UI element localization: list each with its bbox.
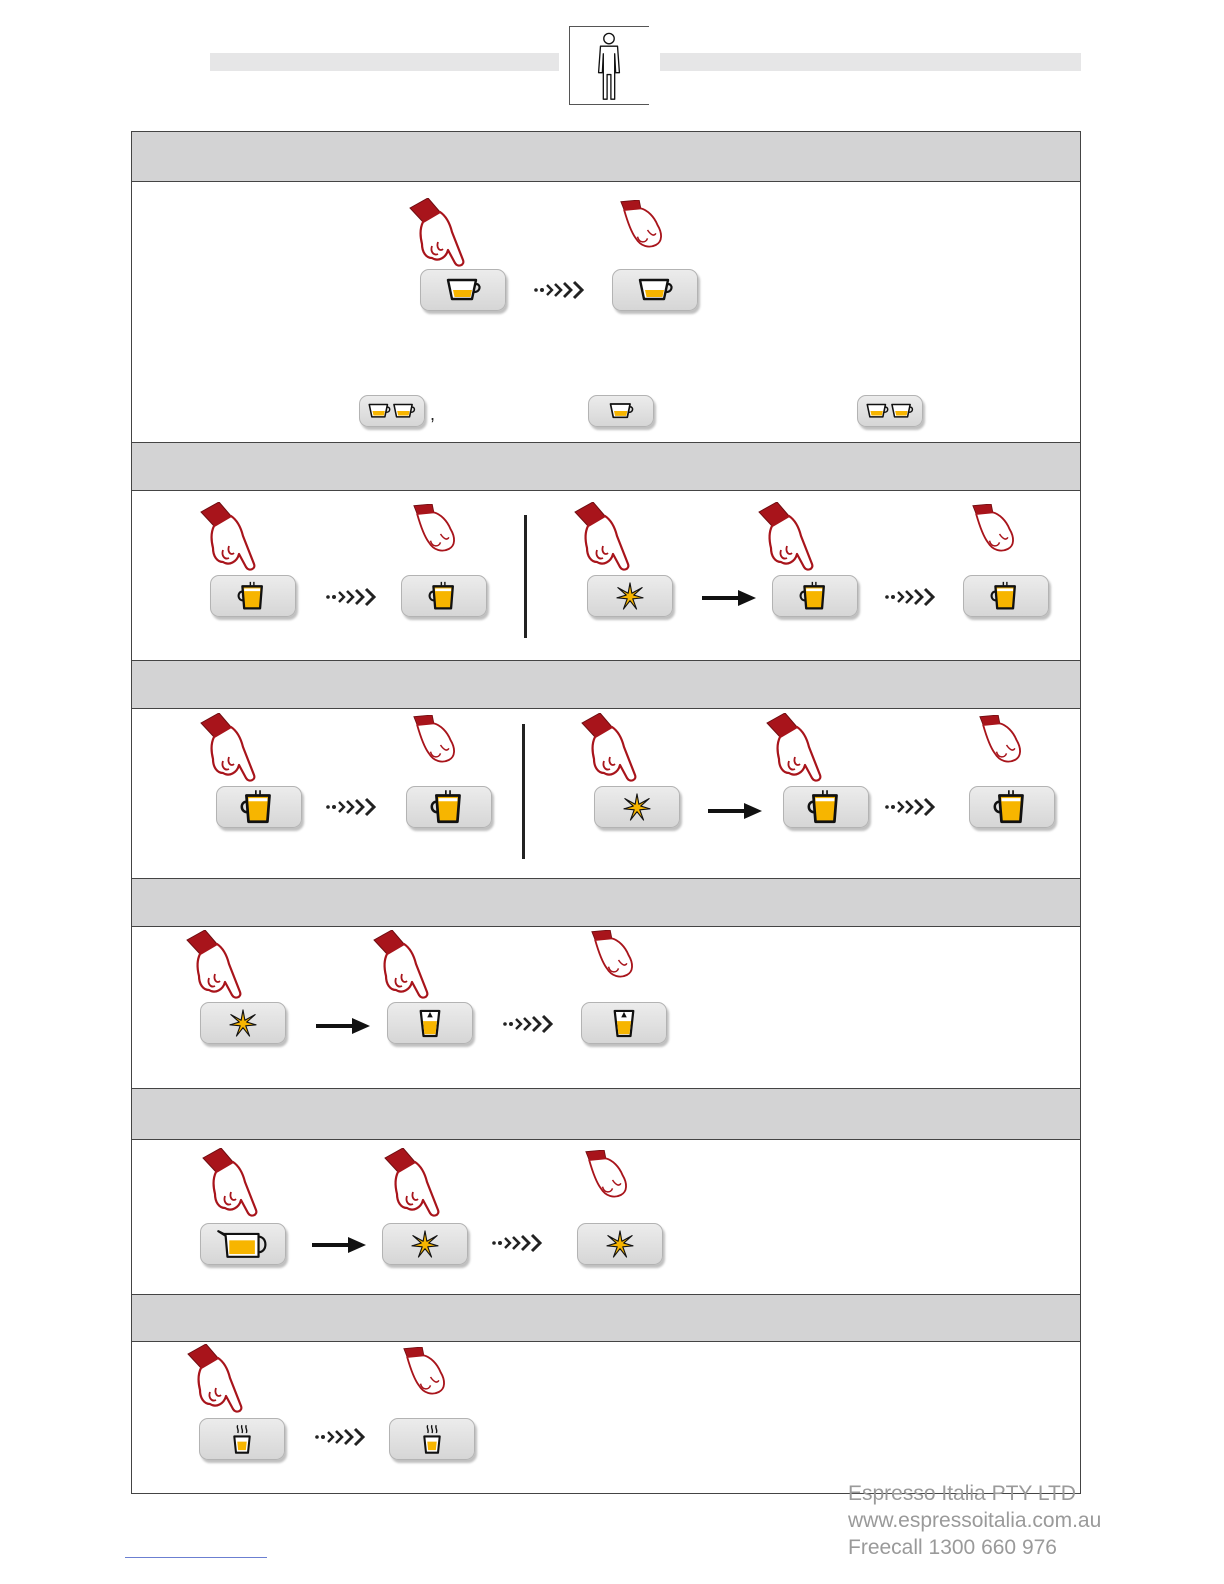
- milk-jug-button[interactable]: [200, 1223, 286, 1265]
- section-header-3: [132, 660, 1080, 709]
- large-cappuccino-button[interactable]: [783, 786, 869, 828]
- released-hand-icon: [407, 504, 469, 564]
- dotted-arrow-icon: [325, 587, 381, 607]
- released-hand-icon: [407, 715, 469, 775]
- latte-glass-icon: [611, 1007, 637, 1039]
- dotted-arrow-icon: [502, 1014, 558, 1034]
- large-cappuccino-button-released[interactable]: [406, 786, 492, 828]
- dotted-arrow-icon: [491, 1233, 547, 1253]
- hot-water-button-released[interactable]: [389, 1418, 475, 1460]
- solid-arrow-icon: [702, 588, 756, 608]
- star-button[interactable]: [382, 1223, 468, 1265]
- large-cappuccino-icon: [238, 789, 280, 825]
- double-espresso-icon: [366, 400, 418, 422]
- footer-website[interactable]: www.espressoitalia.com.au: [848, 1509, 1102, 1532]
- pressing-hand-icon: [199, 502, 261, 574]
- footer-phone: Freecall 1300 660 976: [848, 1536, 1057, 1559]
- hot-water-button[interactable]: [199, 1418, 285, 1460]
- pressing-hand-icon: [383, 1148, 445, 1220]
- person-badge: [569, 26, 649, 105]
- pressing-hand-icon: [201, 1148, 263, 1220]
- footer-company: Espresso Italia PTY LTD: [848, 1482, 1076, 1505]
- section-header-5: [132, 1088, 1080, 1140]
- pressing-hand-icon: [765, 713, 827, 785]
- released-hand-icon: [973, 715, 1035, 775]
- cappuccino-icon: [426, 581, 462, 611]
- hot-water-icon: [420, 1423, 444, 1455]
- cappuccino-icon: [235, 581, 271, 611]
- large-cappuccino-button[interactable]: [216, 786, 302, 828]
- pressing-hand-icon: [372, 930, 434, 1002]
- cappuccino-button[interactable]: [210, 575, 296, 617]
- double-cup-icon: [864, 400, 916, 422]
- large-cappuccino-icon: [805, 789, 847, 825]
- latte-glass-button-released[interactable]: [581, 1002, 667, 1044]
- solid-arrow-icon: [708, 801, 762, 821]
- large-cappuccino-icon: [991, 789, 1033, 825]
- star-icon: [606, 1230, 634, 1258]
- cappuccino-button-released[interactable]: [963, 575, 1049, 617]
- section-header-1: [132, 132, 1080, 182]
- milk-jug-icon: [211, 1228, 275, 1260]
- latte-glass-button[interactable]: [387, 1002, 473, 1044]
- released-hand-icon: [585, 930, 647, 990]
- dotted-arrow-icon: [314, 1427, 370, 1447]
- footer-link-underline: [125, 1557, 267, 1558]
- dotted-arrow-icon: [533, 280, 589, 300]
- released-hand-icon: [397, 1347, 459, 1407]
- espresso-button[interactable]: [420, 269, 506, 311]
- solid-arrow-icon: [316, 1016, 370, 1036]
- star-icon: [616, 582, 644, 610]
- solid-arrow-icon: [312, 1235, 366, 1255]
- separator-comma: ,: [430, 404, 436, 424]
- star-icon: [229, 1009, 257, 1037]
- header-bar-left: [210, 53, 559, 71]
- header-bar-right: [660, 53, 1081, 71]
- section-header-6: [132, 1294, 1080, 1342]
- divider-line: [522, 724, 525, 859]
- large-cappuccino-icon: [428, 789, 470, 825]
- pressing-hand-icon: [408, 198, 470, 270]
- pressing-hand-icon: [757, 502, 819, 574]
- espresso-cup-icon: [635, 277, 675, 303]
- cappuccino-icon: [988, 581, 1024, 611]
- dotted-arrow-icon: [325, 797, 381, 817]
- released-hand-icon: [966, 504, 1028, 564]
- star-button[interactable]: [594, 786, 680, 828]
- star-icon: [623, 793, 651, 821]
- dotted-arrow-icon: [884, 587, 940, 607]
- double-cup-button[interactable]: [857, 395, 923, 427]
- pressing-hand-icon: [573, 502, 635, 574]
- star-icon: [411, 1230, 439, 1258]
- released-hand-icon: [579, 1150, 641, 1210]
- dotted-arrow-icon: [884, 797, 940, 817]
- section-header-2: [132, 442, 1080, 491]
- released-hand-icon: [614, 200, 676, 260]
- large-cappuccino-button-released[interactable]: [969, 786, 1055, 828]
- pressing-hand-icon: [199, 713, 261, 785]
- pressing-hand-icon: [580, 713, 642, 785]
- espresso-button-released[interactable]: [612, 269, 698, 311]
- double-espresso-button[interactable]: [359, 395, 425, 427]
- small-cup-icon: [607, 401, 635, 421]
- divider-line: [524, 515, 527, 638]
- person-icon: [589, 31, 629, 103]
- section-header-4: [132, 878, 1080, 927]
- star-button[interactable]: [200, 1002, 286, 1044]
- star-button-released[interactable]: [577, 1223, 663, 1265]
- cappuccino-button-released[interactable]: [401, 575, 487, 617]
- pressing-hand-icon: [185, 930, 247, 1002]
- cappuccino-button[interactable]: [772, 575, 858, 617]
- hot-water-icon: [230, 1423, 254, 1455]
- star-button[interactable]: [587, 575, 673, 617]
- cappuccino-icon: [797, 581, 833, 611]
- latte-glass-icon: [417, 1007, 443, 1039]
- espresso-cup-icon: [443, 277, 483, 303]
- pressing-hand-icon: [186, 1344, 248, 1416]
- small-cup-button[interactable]: [588, 395, 654, 427]
